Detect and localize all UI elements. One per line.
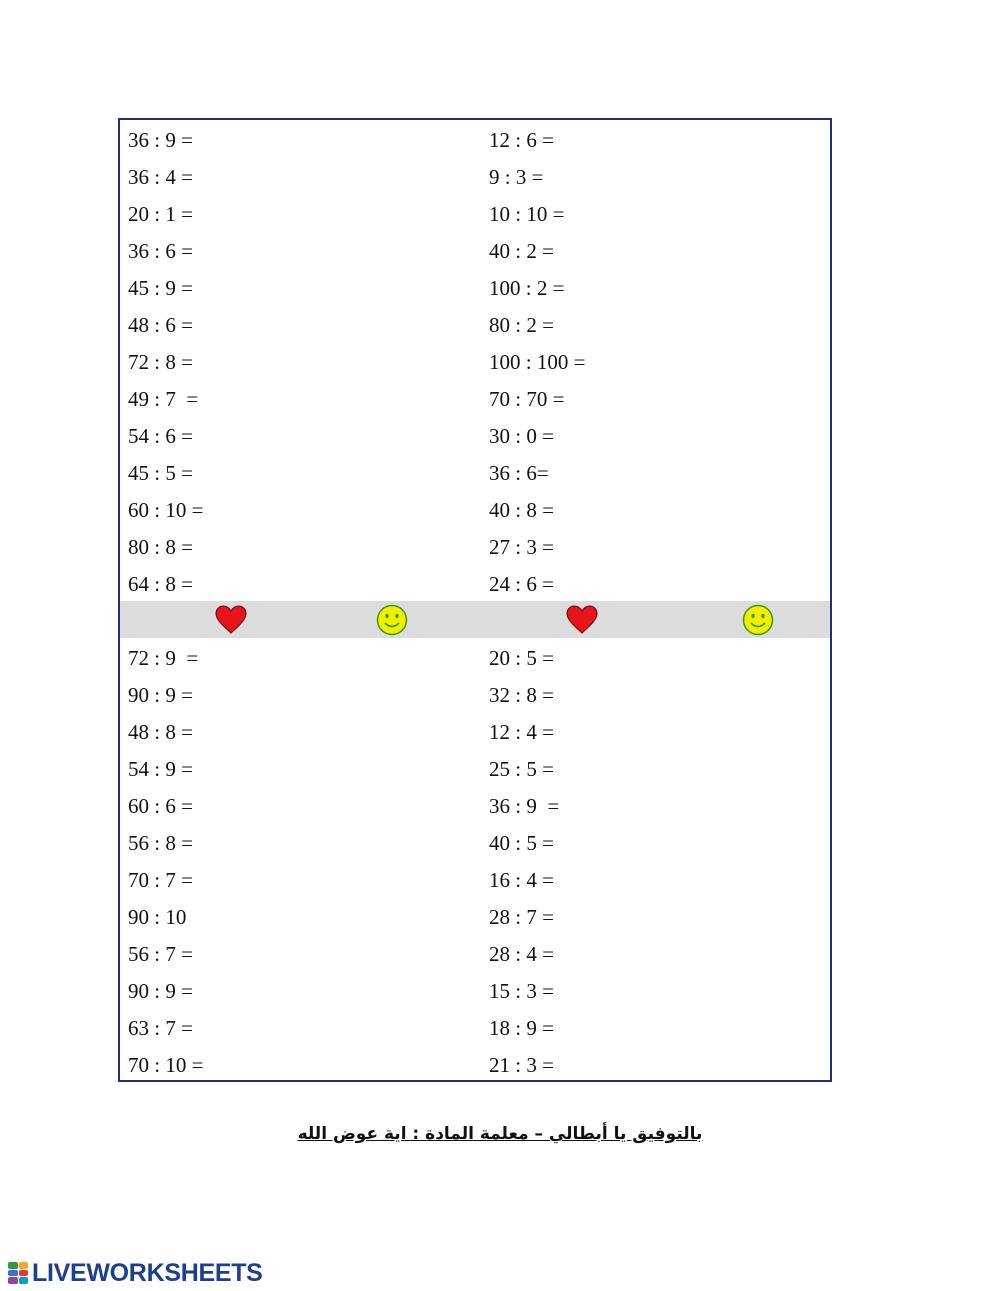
exercise-right: 32 : 8 = [489,683,554,707]
divider-band [120,601,830,638]
exercise-right: 40 : 5 = [489,831,554,855]
exercise-right: 18 : 9 = [489,1016,554,1040]
exercise-left: 90 : 10 [128,905,187,929]
exercise-left: 36 : 6 = [128,239,193,263]
exercise-row [120,527,830,564]
exercise-right: 30 : 0 = [489,424,554,448]
exercise-row [120,268,830,305]
exercise-left: 70 : 7 = [128,868,193,892]
exercise-right: 40 : 8 = [489,498,554,522]
exercise-section-top [120,120,830,601]
exercise-left: 90 : 9 = [128,979,193,1003]
exercise-left: 72 : 8 = [128,350,193,374]
liveworksheets-brand[interactable] [8,1259,263,1287]
exercise-row [120,749,830,786]
exercise-left: 80 : 8 = [128,535,193,559]
exercise-right: 16 : 4 = [489,868,554,892]
exercise-row [120,194,830,231]
exercise-row [120,712,830,749]
exercise-right: 36 : 9 = [489,794,560,818]
exercise-left: 36 : 9 = [128,128,193,152]
exercise-right: 80 : 2 = [489,313,554,337]
exercise-right: 15 : 3 = [489,979,554,1003]
exercise-left: 54 : 6 = [128,424,193,448]
exercise-left: 36 : 4 = [128,165,193,189]
heart-icon [215,604,247,636]
exercise-left: 54 : 9 = [128,757,193,781]
exercise-left: 60 : 6 = [128,794,193,818]
exercise-right: 28 : 4 = [489,942,554,966]
exercise-left: 48 : 8 = [128,720,193,744]
exercise-row [120,934,830,971]
exercise-row [120,120,830,157]
heart-icon [566,604,598,636]
exercise-left: 63 : 7 = [128,1016,193,1040]
exercise-row [120,379,830,416]
exercise-right: 100 : 100 = [489,350,586,374]
exercise-row [120,971,830,1008]
exercise-left: 64 : 8 = [128,572,193,596]
exercise-left: 20 : 1 = [128,202,193,226]
brand-name: LIVEWORKSHEETS [32,1259,263,1287]
exercise-left: 56 : 7 = [128,942,193,966]
exercise-right: 21 : 3 = [489,1053,554,1077]
exercise-right: 27 : 3 = [489,535,554,559]
exercise-right: 100 : 2 = [489,276,565,300]
worksheet-box [118,118,832,1082]
exercise-row [120,231,830,268]
exercise-row [120,786,830,823]
exercise-right: 20 : 5 = [489,646,554,670]
liveworksheets-logo-icon [8,1262,28,1284]
exercise-right: 12 : 4 = [489,720,554,744]
exercise-row [120,1008,830,1045]
exercise-left: 45 : 5 = [128,461,193,485]
exercise-right: 36 : 6= [489,461,549,485]
exercise-row [120,416,830,453]
exercise-row [120,823,830,860]
exercise-right: 9 : 3 = [489,165,544,189]
exercise-right: 70 : 70 = [489,387,565,411]
exercise-row [120,638,830,675]
exercise-row [120,675,830,712]
exercise-right: 40 : 2 = [489,239,554,263]
exercise-row [120,157,830,194]
exercise-left: 72 : 9 = [128,646,199,670]
exercise-row [120,860,830,897]
exercise-left: 49 : 7 = [128,387,199,411]
footer-note: بالتوفيق يا أبطالي – معلمة المادة : اية عوض الله [297,1124,703,1144]
exercise-row [120,897,830,934]
exercise-left: 70 : 10 = [128,1053,204,1077]
exercise-row [120,305,830,342]
exercise-row [120,490,830,527]
exercise-right: 28 : 7 = [489,905,554,929]
exercise-right: 25 : 5 = [489,757,554,781]
exercise-row [120,564,830,601]
exercise-right: 10 : 10 = [489,202,565,226]
exercise-left: 48 : 6 = [128,313,193,337]
exercise-left: 45 : 9 = [128,276,193,300]
exercise-left: 60 : 10 = [128,498,204,522]
exercise-section-bottom [120,638,830,1082]
exercise-left: 56 : 8 = [128,831,193,855]
smiley-icon [742,604,774,636]
exercise-right: 12 : 6 = [489,128,554,152]
smiley-icon [376,604,408,636]
exercise-row [120,1045,830,1082]
exercise-row [120,342,830,379]
exercise-left: 90 : 9 = [128,683,193,707]
exercise-row [120,453,830,490]
exercise-right: 24 : 6 = [489,572,554,596]
